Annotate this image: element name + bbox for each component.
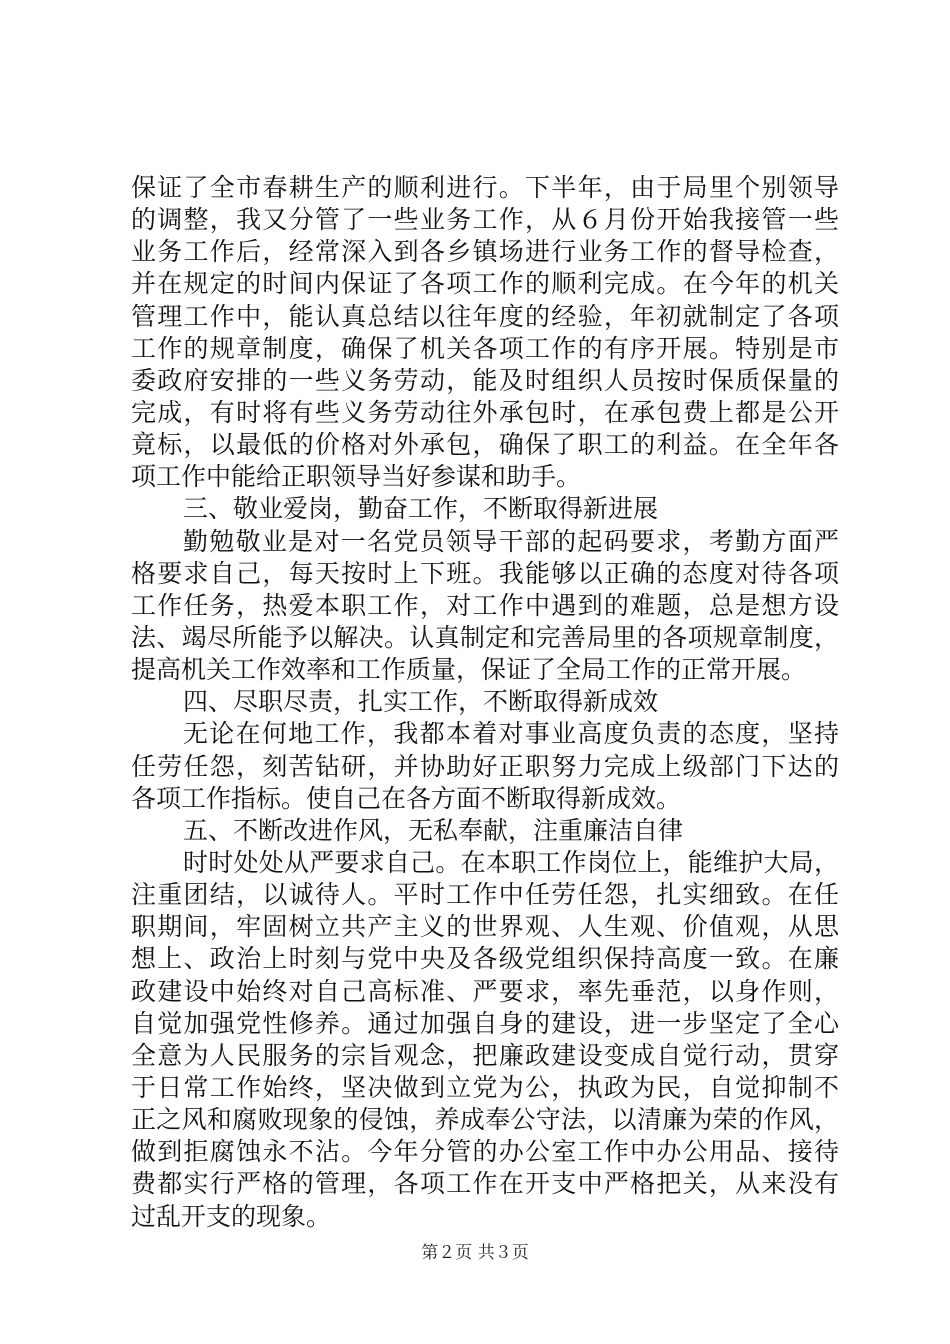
- body-text-line: 并在规定的时间内保证了各项工作的顺利完成。在今年的机关: [131, 269, 839, 299]
- body-text-line: 业务工作后，经常深入到各乡镇场进行业务工作的督导检查，: [131, 237, 839, 267]
- body-text-line: 任劳任怨，刻苦钻研，并协助好正职努力完成上级部门下达的: [131, 751, 839, 781]
- page-number-footer: 第２页 共３页: [421, 1243, 529, 1263]
- section-heading: 五、不断改进作风，无私奉献，注重廉洁自律: [183, 815, 684, 845]
- body-text-line: 自觉加强党性修养。通过加强自身的建设，进一步坚定了全心: [131, 1008, 839, 1038]
- body-text-line: 政建设中始终对自己高标准、严要求，率先垂范，以身作则，: [131, 976, 839, 1006]
- body-text-line: 于日常工作始终，坚决做到立党为公，执政为民，自觉抑制不: [131, 1072, 839, 1102]
- body-text-line: 保证了全市春耕生产的顺利进行。下半年，由于局里个别领导: [131, 173, 839, 202]
- body-text-line: 时时处处从严要求自己。在本职工作岗位上，能维护大局，: [183, 847, 839, 877]
- body-text-line: 竟标，以最低的价格对外承包，确保了职工的利益。在全年各: [131, 430, 839, 460]
- section-heading: 三、敬业爱岗，勤奋工作，不断取得新进展: [183, 494, 659, 524]
- body-text-line: 提高机关工作效率和工作质量，保证了全局工作的正常开展。: [131, 655, 807, 685]
- body-text-line: 完成，有时将有些义务劳动往外承包时，在承包费上都是公开: [131, 397, 839, 427]
- body-text-line: 全意为人民服务的宗旨观念，把廉政建设变成自觉行动，贯穿: [131, 1040, 839, 1070]
- document-body: [131, 172, 839, 1233]
- body-text-line: 勤勉敬业是对一名党员领导干部的起码要求，考勤方面严: [183, 526, 839, 556]
- body-text-line: 正之风和腐败现象的侵蚀，养成奉公守法，以清廉为荣的作风，: [131, 1105, 839, 1135]
- body-text-line: 过乱开支的现象。: [131, 1201, 332, 1231]
- body-text-line: 项工作中能给正职领导当好参谋和助手。: [131, 462, 582, 492]
- body-text-line: 委政府安排的一些义务劳动，能及时组织人员按时保质保量的: [131, 365, 839, 395]
- body-text-line: 工作的规章制度，确保了机关各项工作的有序开展。特别是市: [131, 333, 839, 363]
- body-text-line: 费都实行严格的管理，各项工作在开支中严格把关，从来没有: [131, 1169, 839, 1199]
- body-text-line: 的调整，我又分管了一些业务工作，从６月份开始我接管一些: [131, 205, 839, 235]
- body-text-line: 无论在何地工作，我都本着对事业高度负责的态度，坚持: [183, 719, 839, 749]
- section-heading: 四、尽职尽责，扎实工作，不断取得新成效: [183, 687, 659, 717]
- body-text-line: 职期间，牢固树立共产主义的世界观、人生观、价值观，从思: [131, 912, 839, 942]
- body-text-line: 管理工作中，能认真总结以往年度的经验，年初就制定了各项: [131, 301, 839, 331]
- body-text-line: 做到拒腐蚀永不沾。今年分管的办公室工作中办公用品、接待: [131, 1137, 839, 1167]
- body-text-line: 法、竭尽所能予以解决。认真制定和完善局里的各项规章制度，: [131, 622, 839, 652]
- body-text-line: 想上、政治上时刻与党中央及各级党组织保持高度一致。在廉: [131, 944, 839, 974]
- body-text-line: 格要求自己，每天按时上下班。我能够以正确的态度对待各项: [131, 558, 839, 588]
- body-text-line: 注重团结，以诚待人。平时工作中任劳任怨，扎实细致。在任: [131, 880, 839, 910]
- body-text-line: 各项工作指标。使自己在各方面不断取得新成效。: [131, 783, 682, 813]
- body-text-line: 工作任务，热爱本职工作，对工作中遇到的难题，总是想方设: [131, 590, 839, 620]
